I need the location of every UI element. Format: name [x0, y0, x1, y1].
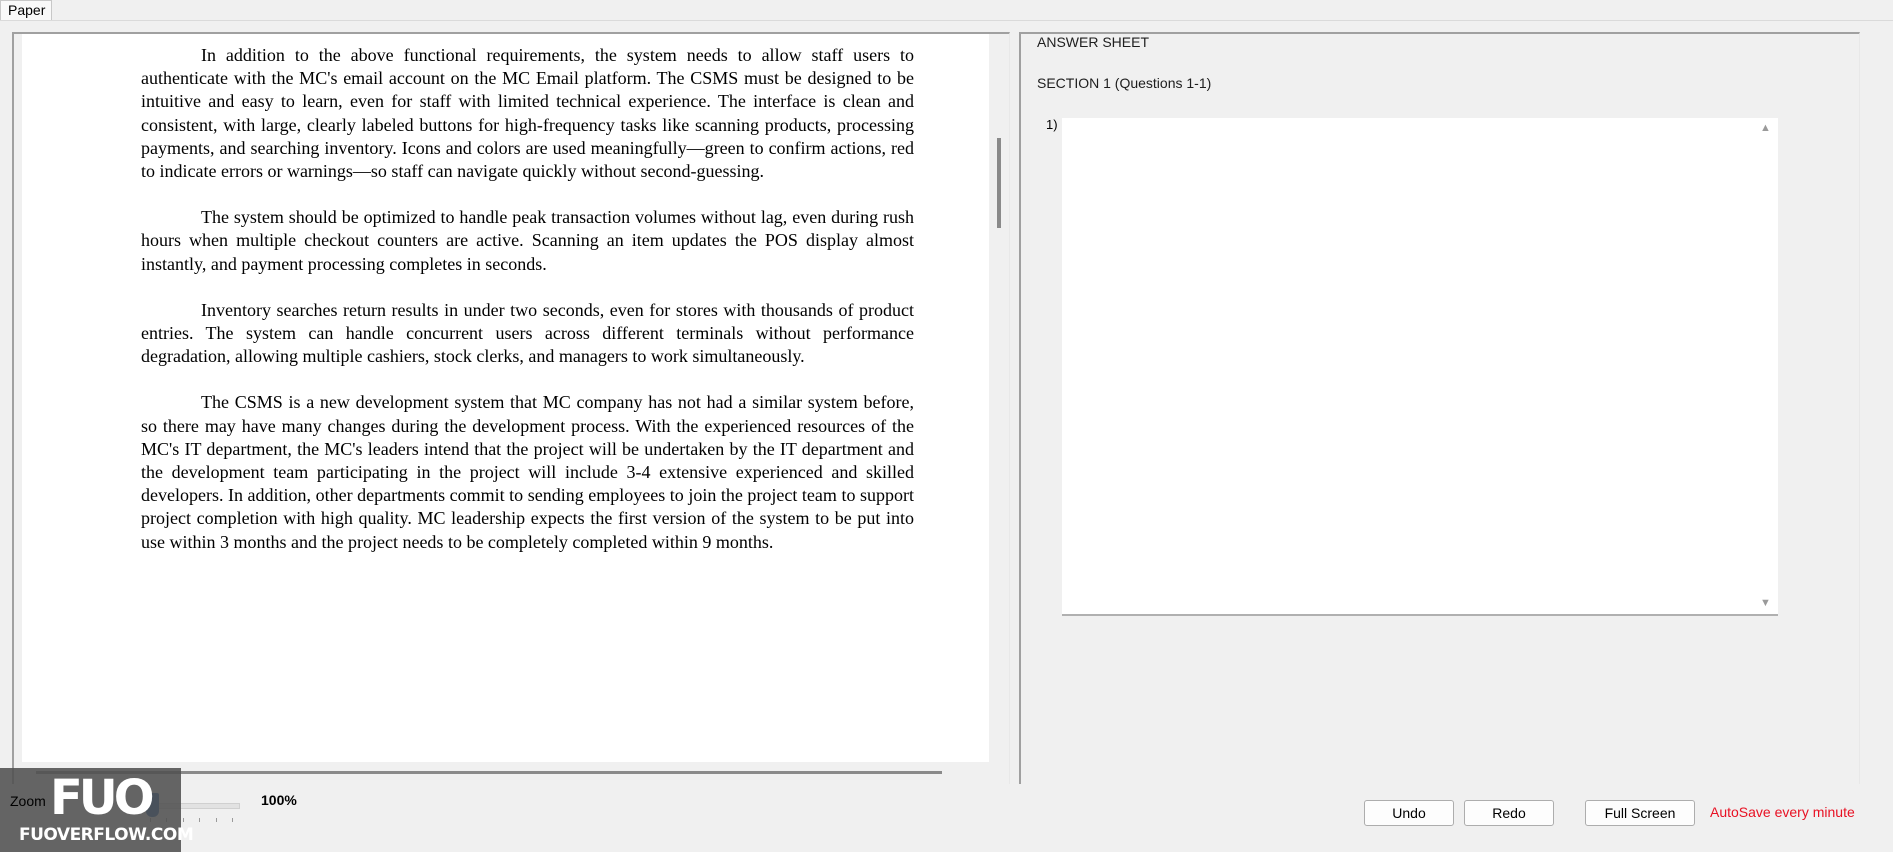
paper-paragraph-3: Inventory searches return results in under two seconds, even for stores with thousands of product entries. The system can handle concurrent users across different terminals without performance degradation, allowing multiple cashiers, stock clerks, and managers to work simultaneously. [141, 299, 914, 367]
question-number: 1) [1046, 117, 1058, 132]
undo-button[interactable]: Undo [1364, 800, 1454, 826]
paper-paragraph-4: The CSMS is a new development system that MC company has not had a similar system before, so there may have many changes during the development process. With the experienced resources of the MC's IT department, the MC's leaders intend that the project will be undertaken by the IT department and the development team participating in the project will include 3-4 extensive experienced and skilled developers. In addition, other departments commit to sending employees to join the project team to support project completion with high quality. MC leadership expects the first version of the system to be put into use within 3 months and the project needs to be completely completed within 9 months. [141, 392, 914, 552]
zoom-value: 100% [261, 792, 297, 808]
answer-input[interactable] [1062, 118, 1778, 616]
scroll-down-arrow-icon[interactable]: ▼ [1760, 597, 1771, 609]
section-title: SECTION 1 (Questions 1-1) [1037, 75, 1212, 91]
watermark-logo: FUO [50, 770, 151, 826]
full-screen-button[interactable]: Full Screen [1585, 800, 1695, 826]
redo-button[interactable]: Redo [1464, 800, 1554, 826]
paper-vertical-scrollbar[interactable] [997, 138, 1001, 228]
answer-sheet-title: ANSWER SHEET [1037, 34, 1150, 50]
scroll-up-arrow-icon[interactable]: ▲ [1760, 122, 1771, 134]
autosave-status: AutoSave every minute [1710, 804, 1855, 820]
paper-content [141, 44, 914, 577]
tab-divider [0, 20, 1893, 21]
paper-page[interactable] [22, 34, 989, 762]
paper-paragraph-1: In addition to the above functional requirements, the system needs to allow staff users to authenticate with the MC's email account on the MC Email platform. The CSMS must be designed to be intuitive and easy to learn, even for staff with limited technical experience. The interface is clean and consistent, with large, clearly labeled buttons for high-frequency tasks like scanning products, processing payments, and searching inventory. Icons and colors are used meaningfully—green to confirm actions, red to indicate errors or warnings—so staff can navigate quickly without second-guessing. [141, 45, 914, 182]
tab-paper[interactable]: Paper [0, 0, 52, 20]
zoom-label: Zoom [10, 793, 46, 809]
watermark-site: FUOVERFLOW.COM [19, 825, 194, 845]
paper-paragraph-2: The system should be optimized to handle peak transaction volumes without lag, even during rush hours when multiple checkout counters are active. Scanning an item updates the POS display almost instantly, and payment processing completes in seconds. [141, 207, 914, 274]
